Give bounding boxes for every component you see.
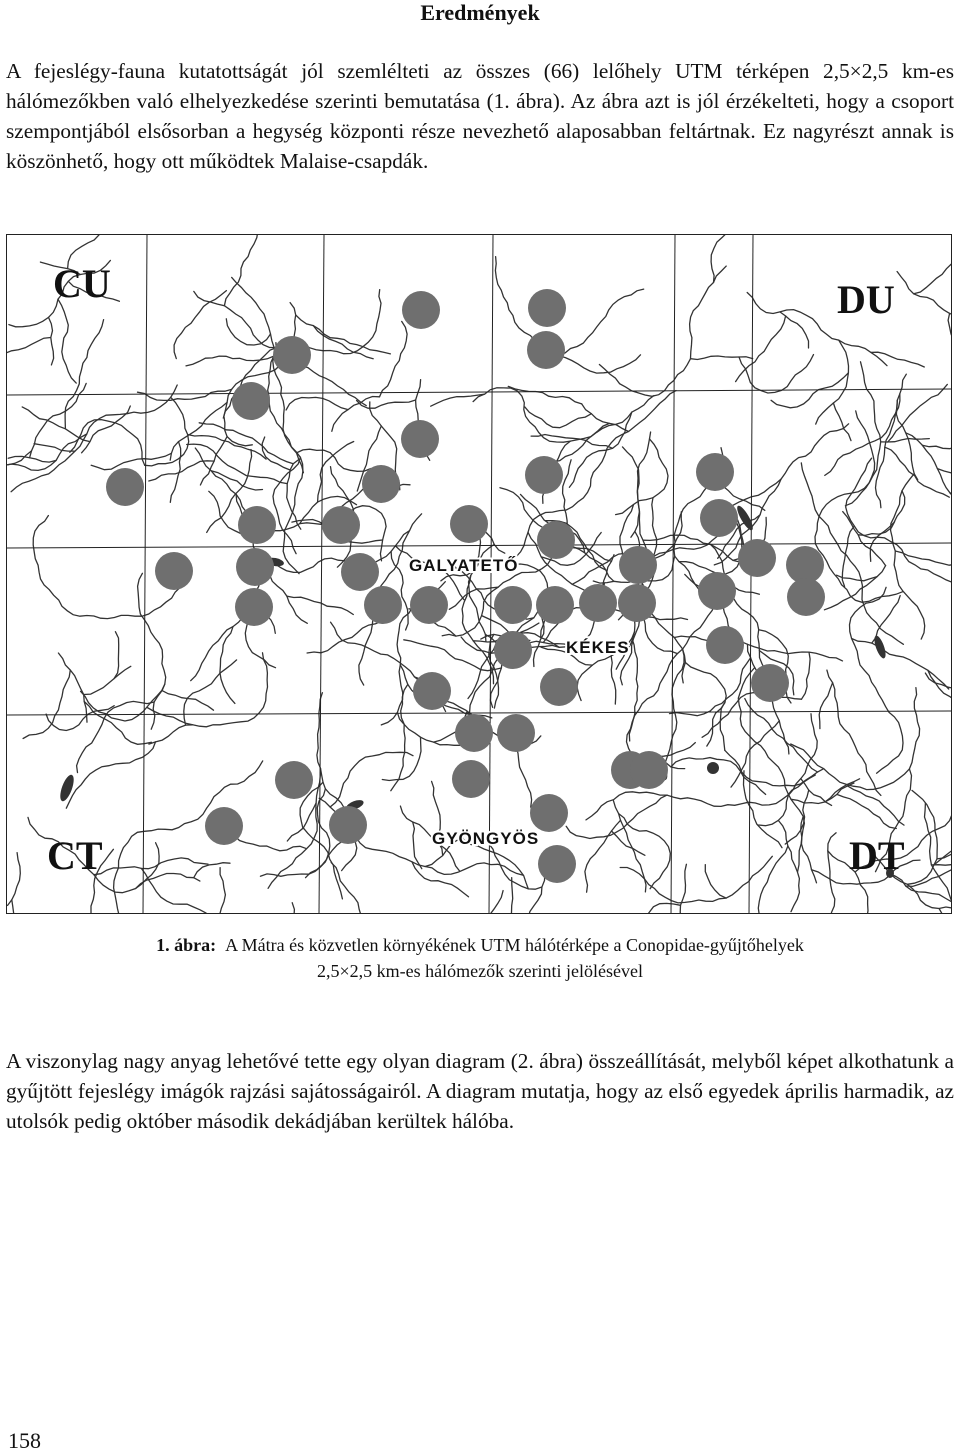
grid-line-v [319, 235, 324, 914]
river-line [199, 423, 293, 464]
river-line [380, 321, 408, 396]
river-line [473, 388, 654, 442]
river-line [691, 356, 753, 360]
collecting-site-marker [322, 506, 360, 544]
collecting-site-marker [329, 806, 367, 844]
river-line [736, 316, 786, 382]
collecting-site-marker [205, 807, 243, 845]
collecting-site-marker [341, 553, 379, 591]
collecting-site-marker [450, 505, 488, 543]
river-line [268, 343, 303, 574]
river-line [816, 340, 849, 424]
river-line [922, 445, 952, 449]
river-line [70, 420, 145, 466]
quadrant-label-dt: DT [849, 833, 905, 878]
river-line [211, 471, 262, 490]
collecting-site-marker [530, 794, 568, 832]
collecting-sites [106, 289, 825, 883]
collecting-site-marker [402, 291, 440, 329]
river-line [7, 434, 87, 470]
river-line [842, 585, 903, 603]
diagram-paragraph: A viszonylag nagy anyag lehetővé tette egy olyan diagram (2. ábra) összeállítását, melyből képet alkothatunk a gyűjtött fejeslégy imágók rajzási sajátosságairól. A diagram mutatja, hogy az első egyedek április harmadik, az utolsók pedig október második dekádjában kerültek hálóba. [6, 1049, 954, 1133]
reservoir [707, 762, 719, 774]
collecting-site-marker [236, 548, 274, 586]
river-line [58, 299, 76, 383]
collecting-site-marker [238, 506, 276, 544]
river-line [616, 439, 668, 515]
river-line [791, 688, 920, 790]
collecting-site-marker [706, 626, 744, 664]
river-line [780, 312, 809, 348]
river-line [819, 683, 832, 729]
collecting-site-marker [235, 588, 273, 626]
river-line [287, 596, 353, 614]
river-line [7, 338, 51, 354]
collecting-site-marker [579, 584, 617, 622]
river-line [939, 909, 942, 915]
river-line [186, 356, 274, 366]
river-line [928, 670, 952, 701]
collecting-site-marker [494, 631, 532, 669]
river-line [645, 903, 681, 914]
caption-text-1: A Mátra és közvetlen környékének UTM hálótérképe a Conopidae-gyűjtőhelyek [225, 935, 804, 955]
grid-line-h [7, 711, 952, 715]
river-line [184, 660, 237, 725]
caption-label: 1. ábra: [156, 935, 217, 955]
river-line [739, 355, 814, 393]
river-line [843, 512, 886, 566]
river-line [331, 622, 492, 718]
river-line [825, 394, 900, 476]
river-line [174, 291, 226, 359]
place-label-gyongyos: GYÖNGYÖS [432, 829, 540, 848]
collecting-site-marker [738, 539, 776, 577]
collecting-site-marker [537, 521, 575, 559]
river-line [705, 865, 726, 899]
collecting-site-marker [618, 584, 656, 622]
river-line [162, 691, 213, 711]
collecting-site-marker [540, 668, 578, 706]
collecting-site-marker [696, 453, 734, 491]
river-line [224, 235, 258, 306]
collecting-site-marker [413, 672, 451, 710]
river-line [490, 891, 503, 914]
river-line [84, 666, 131, 694]
river-line [585, 820, 621, 892]
river-line [431, 394, 485, 406]
quadrant-label-ct: CT [47, 833, 103, 878]
river-line [194, 291, 277, 347]
collecting-site-marker [362, 465, 400, 503]
collecting-site-marker [155, 552, 193, 590]
river-line [613, 801, 646, 892]
collecting-site-marker [364, 586, 402, 624]
river-line [670, 658, 751, 716]
river-line [837, 794, 896, 828]
river-line [34, 444, 75, 451]
collecting-site-marker [536, 586, 574, 624]
river-line [234, 836, 306, 851]
river-line [914, 264, 952, 294]
river-line [948, 313, 952, 340]
collecting-site-marker [455, 714, 493, 752]
river-line [759, 714, 818, 826]
collecting-site-marker [452, 760, 490, 798]
river-line [833, 403, 851, 441]
river-line [559, 289, 644, 356]
river-line [220, 868, 226, 914]
river-line [827, 670, 881, 795]
river-line [881, 439, 930, 443]
collecting-site-marker [528, 289, 566, 327]
river-line [49, 317, 54, 365]
collecting-site-marker [410, 586, 448, 624]
utm-grid-map [6, 234, 952, 914]
river-line [720, 703, 725, 751]
river-line [292, 903, 294, 914]
river-line [702, 693, 801, 738]
collecting-site-marker [497, 714, 535, 752]
river-line [785, 790, 809, 844]
river-line [671, 758, 766, 795]
collecting-site-marker [700, 499, 738, 537]
river-line [391, 684, 408, 790]
river-line [871, 352, 924, 367]
collecting-site-marker [401, 420, 439, 458]
river-line [801, 463, 846, 555]
river-line [627, 594, 725, 780]
collecting-site-marker [751, 664, 789, 702]
place-label-galyateto: GALYATETŐ [409, 556, 519, 575]
river-line [665, 649, 684, 763]
figure-caption [0, 932, 960, 984]
collecting-site-marker [106, 468, 144, 506]
page-number: 158 [8, 1428, 41, 1453]
river-line [525, 407, 592, 428]
river-line [925, 673, 952, 688]
river-line [262, 437, 290, 470]
river-line [114, 632, 119, 679]
river-line [758, 846, 788, 914]
collecting-site-marker [232, 382, 270, 420]
reservoir [58, 773, 77, 803]
quadrant-label-du: DU [837, 277, 895, 322]
quadrant-label-cu: CU [53, 261, 111, 306]
river-line [850, 587, 904, 773]
river-line [612, 831, 645, 855]
river-line [297, 449, 371, 471]
river-line [680, 864, 686, 914]
river-line [824, 566, 885, 610]
river-line [413, 822, 422, 869]
collecting-site-marker [787, 578, 825, 616]
river-line [273, 457, 300, 553]
river-line [331, 863, 361, 914]
river-line [194, 863, 230, 878]
river-line [65, 320, 104, 429]
river-line [357, 400, 416, 408]
river-line [187, 444, 288, 484]
river-line [91, 453, 171, 469]
river-line [848, 786, 904, 825]
collecting-site-marker [630, 751, 668, 789]
section-heading: Eredmények [420, 0, 540, 25]
river-line [58, 653, 87, 722]
river-line [220, 627, 235, 704]
river-line [858, 522, 894, 536]
river-line [925, 803, 952, 901]
reservoir [872, 634, 888, 659]
river-line [895, 551, 952, 565]
river-line [566, 795, 667, 838]
river-line [778, 820, 799, 911]
collecting-site-marker [619, 546, 657, 584]
river-line [81, 573, 166, 721]
river-line [12, 900, 14, 914]
caption-line-2: 2,5×2,5 km-es hálómezők szerinti jelölésével [316, 961, 644, 981]
collecting-site-marker [698, 572, 736, 610]
river-line [286, 397, 348, 410]
place-label-kekes: KÉKES [566, 638, 630, 657]
caption-line-1 [0, 932, 960, 958]
river-line [404, 640, 502, 671]
river-line [897, 272, 952, 317]
river-line [828, 833, 836, 914]
river-line [802, 652, 811, 699]
river-line [8, 456, 56, 462]
river-line [94, 858, 208, 875]
river-line [711, 235, 727, 283]
collecting-site-marker [538, 845, 576, 883]
collecting-site-marker [273, 336, 311, 374]
river-line [495, 257, 640, 374]
river-line [611, 656, 616, 704]
river-line [224, 303, 296, 446]
collecting-site-marker [275, 761, 313, 799]
river-line [332, 397, 380, 432]
river-line [510, 878, 513, 914]
river-line [138, 389, 232, 400]
collecting-site-marker [494, 586, 532, 624]
intro-paragraph: A fejeslégy-fauna kutatottságát jól szemlélteti az összes (66) lelőhely UTM térképen 2,5×2,5 km-es hálómezőkben való elhelyezkedése szerinti bemutatása (1. ábra). Az ábra azt is jól érzékelteti, hogy a csoport szempontjából elsősorban a hegység központi része nevezhető alaposabban feltártnak. Ez nagyrészt annak is köszönhető, hogy ott működtek Malaise-csapdák. [6, 59, 954, 173]
river-line [149, 725, 193, 744]
grid-line-v [143, 235, 147, 914]
grid-line-h [7, 389, 952, 395]
river-line [508, 386, 581, 404]
river-line [23, 670, 70, 738]
river-line [226, 319, 270, 345]
grid-line-v [671, 235, 675, 914]
river-line [147, 653, 267, 727]
river-line [731, 721, 779, 787]
river-line [114, 761, 263, 914]
river-line [382, 737, 421, 780]
river-line [8, 853, 21, 906]
river-line [907, 790, 937, 884]
river-line [846, 458, 952, 582]
river-line [66, 742, 155, 808]
collecting-site-marker [527, 331, 565, 369]
river-line [745, 699, 818, 772]
collecting-site-marker [525, 456, 563, 494]
river-line [599, 266, 726, 396]
